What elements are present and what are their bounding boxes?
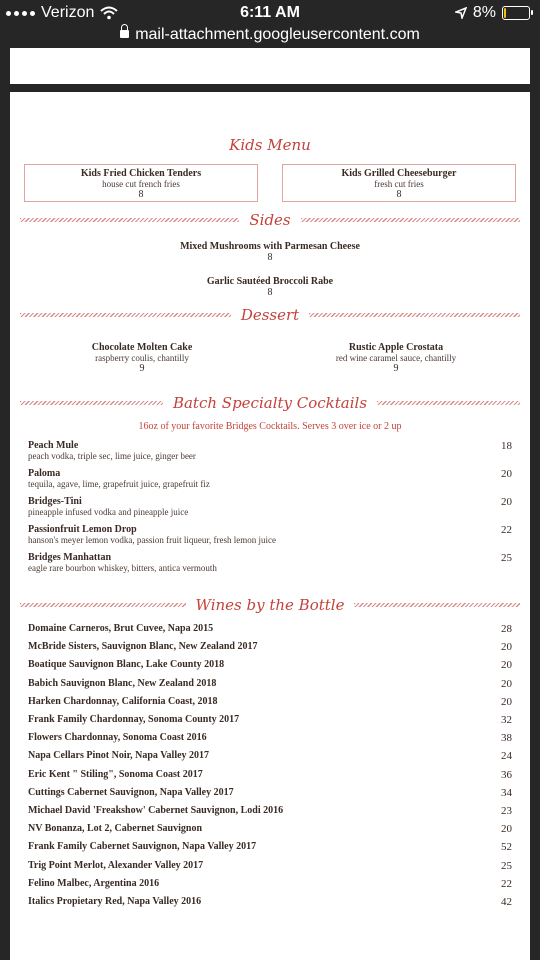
address-bar[interactable]	[0, 24, 540, 48]
item-desc: tequila, agave, lime, grapefruit juice, grapefruit fiz	[28, 479, 210, 489]
wines-title: Wines by the Bottle	[195, 596, 345, 614]
cocktails-note: 16oz of your favorite Bridges Cocktails. Serves 3 over ice or 2 up	[138, 421, 402, 432]
item-price: 9	[139, 363, 145, 374]
wine-row	[28, 678, 512, 689]
wine-row	[28, 878, 512, 889]
battery-icon	[502, 6, 530, 20]
item-name: NV Bonanza, Lot 2, Cabernet Sauvignon	[28, 823, 203, 835]
dessert-title: Dessert	[240, 306, 300, 324]
item-price: 9	[393, 363, 399, 374]
location-arrow-icon	[455, 7, 467, 19]
item-price: 38	[501, 732, 512, 745]
item-price: 8	[138, 189, 144, 200]
item-price: 18	[501, 440, 512, 452]
divider	[20, 401, 163, 405]
sides-item	[10, 241, 530, 264]
divider	[20, 218, 239, 222]
item-price: 20	[501, 677, 512, 690]
item-price: 20	[501, 659, 512, 672]
battery-level	[504, 8, 506, 18]
item-price: 25	[501, 859, 512, 872]
item-price: 22	[501, 877, 512, 890]
item-name: Trig Point Merlot, Alexander Valley 2017	[28, 859, 204, 871]
item-price: 34	[501, 786, 512, 799]
item-name: Italics Propietary Red, Napa Valley 2016	[28, 896, 202, 907]
item-name: Rustic Apple Crostata	[348, 342, 444, 353]
item-desc: pineapple infused vodka and pineapple juice	[28, 507, 189, 517]
item-name: Felino Malbec, Argentina 2016	[28, 877, 160, 889]
item-name: Peach Mule	[28, 440, 79, 451]
wine-row	[28, 750, 512, 761]
item-price: 42	[501, 896, 512, 908]
menu-page	[10, 92, 530, 960]
item-price: 22	[501, 524, 512, 536]
item-price: 8	[396, 189, 402, 200]
item-price: 23	[501, 805, 512, 817]
wine-row	[28, 823, 512, 834]
cocktails-header	[20, 394, 520, 412]
wine-row	[28, 714, 512, 725]
kids-menu-title: Kids Menu	[229, 136, 311, 154]
item-price: 36	[501, 768, 512, 781]
cocktail-row	[28, 524, 512, 546]
item-desc: house cut french fries	[102, 179, 180, 189]
divider	[20, 603, 186, 607]
divider	[309, 313, 520, 317]
item-name: Frank Family Chardonnay, Sonoma County 2017	[28, 714, 240, 725]
divider	[377, 401, 520, 405]
item-name: Frank Family Cabernet Sauvignon, Napa Valley 2017	[28, 841, 257, 853]
item-desc: red wine caramel sauce, chantilly	[335, 353, 457, 363]
previous-page	[10, 48, 530, 84]
item-price: 20	[501, 695, 512, 708]
item-price: 20	[501, 496, 512, 508]
item-price: 8	[267, 252, 273, 263]
wine-row	[28, 659, 512, 670]
sides-title: Sides	[249, 211, 291, 229]
wine-row	[28, 769, 512, 780]
item-desc: fresh cut fries	[374, 179, 424, 189]
divider	[354, 603, 520, 607]
item-price: 24	[501, 750, 512, 763]
wine-row	[28, 696, 512, 707]
wine-row	[28, 787, 512, 798]
item-price: 32	[501, 714, 512, 726]
item-name: Cuttings Cabernet Sauvignon, Napa Valley 2017	[28, 786, 234, 798]
clock: 6:11 AM	[240, 4, 300, 21]
item-name: Bridges-Tini	[28, 496, 82, 507]
kids-item	[282, 164, 516, 202]
url-text: mail-attachment.googleusercontent.com	[135, 26, 420, 43]
dessert-item	[42, 342, 242, 375]
status-right	[455, 4, 530, 22]
divider	[301, 218, 520, 222]
item-name: Passionfruit Lemon Drop	[28, 524, 137, 535]
wine-row	[28, 805, 512, 816]
item-desc: hanson's meyer lemon vodka, passion fruit liqueur, fresh lemon juice	[28, 535, 276, 545]
item-price: 52	[501, 841, 512, 854]
item-name: Harken Chardonnay, California Coast, 2018	[28, 695, 218, 707]
lock-icon	[120, 30, 129, 38]
item-name: Babich Sauvignon Blanc, New Zealand 2018	[28, 677, 217, 689]
item-name: Kids Grilled Cheeseburger	[341, 168, 457, 179]
wine-row	[28, 896, 512, 907]
item-desc: eagle rare bourbon whiskey, bitters, antica vermouth	[28, 563, 217, 573]
item-price: 20	[501, 641, 512, 654]
item-name: Napa Cellars Pinot Noir, Napa Valley 2017	[28, 750, 210, 762]
cocktail-row	[28, 468, 512, 490]
item-name: Eric Kent " Stiling", Sonoma Coast 2017	[28, 768, 203, 780]
dessert-item	[296, 342, 496, 375]
item-name: Boatique Sauvignon Blanc, Lake County 2018	[28, 659, 225, 671]
wine-row	[28, 732, 512, 743]
item-name: McBride Sisters, Sauvignon Blanc, New Zealand 2017	[28, 641, 258, 653]
item-name: Mixed Mushrooms with Parmesan Cheese	[180, 241, 360, 252]
battery-percent: 8%	[472, 4, 496, 21]
item-name: Kids Fried Chicken Tenders	[80, 168, 202, 179]
cocktail-row	[28, 552, 512, 574]
item-price: 8	[267, 287, 273, 298]
wine-row	[28, 860, 512, 871]
item-name: Flowers Chardonnay, Sonoma Coast 2016	[28, 732, 207, 744]
wines-header	[20, 596, 520, 614]
divider	[20, 313, 231, 317]
item-price: 20	[501, 823, 512, 836]
cocktails-title: Batch Specialty Cocktails	[172, 394, 368, 412]
sides-header	[20, 211, 520, 229]
item-price: 28	[501, 623, 512, 635]
item-name: Michael David 'Freakshow' Cabernet Sauvignon, Lodi 2016	[28, 805, 284, 816]
kids-item	[24, 164, 258, 202]
cocktail-row	[28, 440, 512, 462]
item-price: 20	[501, 468, 512, 480]
cocktail-row	[28, 496, 512, 518]
wine-row	[28, 841, 512, 852]
item-name: Domaine Carneros, Brut Cuvee, Napa 2015	[28, 623, 214, 634]
wine-row	[28, 641, 512, 652]
item-name: Paloma	[28, 468, 61, 479]
item-desc: raspberry coulis, chantilly	[95, 353, 189, 363]
dessert-header	[20, 306, 520, 324]
item-name: Bridges Manhattan	[28, 552, 112, 563]
item-name: Chocolate Molten Cake	[91, 342, 193, 353]
item-name: Garlic Sautéed Broccoli Rabe	[206, 276, 334, 287]
item-price: 25	[501, 552, 512, 564]
sides-item	[10, 276, 530, 299]
wine-row	[28, 623, 512, 634]
carrier-label: Verizon	[41, 4, 95, 21]
item-desc: peach vodka, triple sec, lime juice, ginger beer	[28, 451, 196, 461]
